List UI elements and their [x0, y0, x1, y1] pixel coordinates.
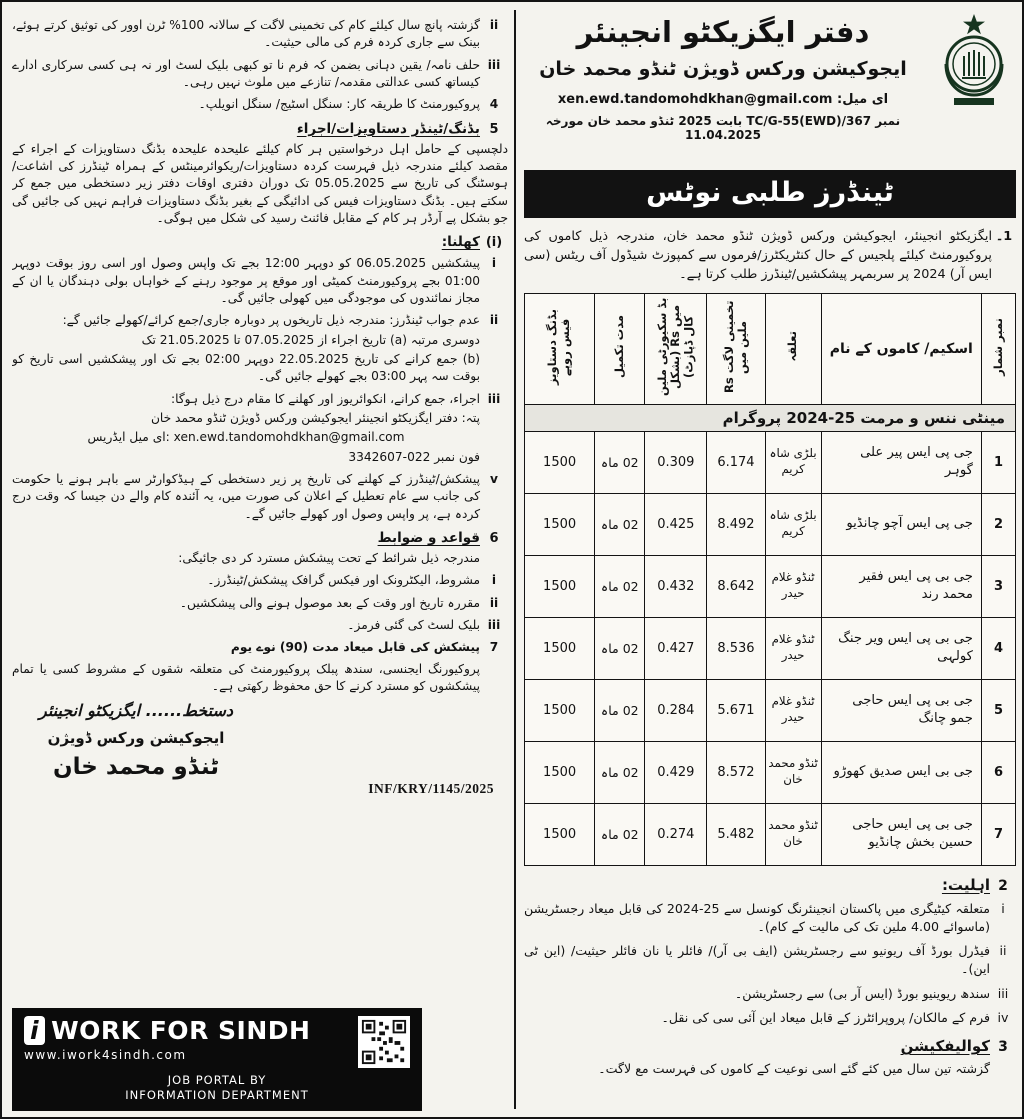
section-number: 6	[489, 530, 499, 546]
rule-item	[12, 572, 508, 589]
item-number: iii	[487, 617, 501, 632]
tender-notice-banner: ٹینڈرز طلبی نوٹس	[524, 170, 1016, 218]
qualification-title: کوالیفکیشن	[900, 1037, 990, 1056]
division-title: ایجوکیشن ورکس ڈویژن ٹنڈو محمد خان	[539, 58, 907, 81]
item-text: پیشکش/ٹینڈرز کے کھلنے کی تاریخ پر زیر دستخطی کے ہیڈکوارٹر سے باہر ہونے یا حکومت کی جانب سے عام تعطیل کے اعلان کی صورت میں، یہ آئندہ کام والے دن جیسا کہ وقت درج کردہ ہے، پر واپس وصول اور کھولے جائیں گے۔	[12, 471, 480, 521]
item-text	[12, 312, 480, 385]
table-header-row	[525, 293, 1016, 404]
item-number: 7	[489, 640, 499, 655]
cell-document-fee: 1500	[525, 431, 595, 493]
intro-serial: 1۔	[995, 229, 1013, 244]
table-row	[525, 555, 1016, 617]
cell-taluka: بلڑی شاہ کریم	[765, 431, 821, 493]
table-row	[525, 803, 1016, 865]
qualification-heading	[524, 1037, 1016, 1055]
cell-bid-security: 0.427	[645, 617, 707, 679]
opening-item	[12, 312, 508, 385]
disclaimer-paragraph: پروکیورنگ ایجنسی، سندھ پبلک پروکیورمنٹ کی متعلقہ شقوں کے مشروط کسی یا تمام پیشکشوں کو مسترد کرنے کا حق محفوظ رکھتی ہے۔	[12, 661, 480, 693]
qualification-text: گزشتہ تین سال میں کئے گئے اسی نوعیت کے کاموں کی فہرست مع لاگت۔	[598, 1061, 990, 1077]
eligibility-item	[524, 985, 1016, 1003]
cell-completion-period: 02 ماہ	[595, 803, 645, 865]
cell-scheme-name: جی بی پی ایس فقیر محمد رند	[821, 555, 981, 617]
col-header-estimated-cost: تخمینی لاگت Rs ملین میں	[707, 293, 765, 404]
item-line: اجراء، جمع کرانے، انکوائریوز اور کھلنے کا مقام درج ذیل ہوگا:	[171, 391, 480, 406]
notice-header	[524, 10, 1016, 162]
signature-block	[16, 701, 256, 780]
portal-url: www.iwork4sindh.com	[24, 1047, 187, 1062]
cell-serial: 1	[981, 431, 1015, 493]
cell-document-fee: 1500	[525, 741, 595, 803]
column-divider	[514, 10, 516, 1109]
term-item	[12, 17, 508, 52]
cell-estimated-cost: 8.642	[707, 555, 765, 617]
email-label: ای میل:	[837, 92, 889, 108]
cell-completion-period: 02 ماہ	[595, 679, 645, 741]
intro-paragraph	[524, 227, 1016, 285]
cell-scheme-name: جی بی پی ایس ویر جنگ کولہی	[821, 617, 981, 679]
item-text: فیڈرل بورڈ آف ریونیو سے رجسٹریشن (ایف بی آر)/ فائلر یا نان فائلر حیثیت/ (این ٹی این)۔	[524, 943, 990, 977]
qualification-number: 3	[998, 1039, 1008, 1056]
office-title: دفتر ایگزیکٹو انجینئر	[576, 15, 870, 49]
section-title: کھلنا:	[441, 234, 480, 251]
col-header-serial: نمبر شمار	[981, 293, 1015, 404]
phone-number: فون نمبر 022-3342607	[348, 449, 480, 464]
main-notice-column	[524, 10, 1016, 1113]
opening-item	[12, 391, 508, 466]
item-text: متعلقہ کیٹیگری میں پاکستان انجینئرنگ کونسل سے 25-2024 کی قابل میعاد رجسٹریشن (ماسوائے 4.00 ملین تک کی مالیت کے کام)۔	[524, 900, 990, 934]
banner-title-text: WORK FOR SINDH	[51, 1015, 311, 1045]
portal-byline-2: INFORMATION DEPARTMENT	[125, 1088, 309, 1103]
cell-completion-period: 02 ماہ	[595, 555, 645, 617]
rules-heading	[12, 530, 508, 546]
item-number: iv	[997, 1009, 1009, 1025]
cell-taluka: ٹنڈو غلام حیدر	[765, 617, 821, 679]
col-header-completion-period: مدت تکمیل	[595, 293, 645, 404]
iworkforsindh-logo-icon: i	[24, 1016, 45, 1045]
term-item	[12, 57, 508, 92]
opening-item	[12, 471, 508, 523]
work-for-sindh-banner	[12, 1008, 422, 1111]
item-number: i	[1001, 900, 1005, 916]
item-number: ii	[999, 943, 1007, 959]
item-text	[12, 391, 480, 466]
item-number: ii	[489, 18, 499, 32]
tender-schedule-table	[524, 293, 1016, 866]
cell-scheme-name: جی بی پی ایس حاجی حسین بخش چانڈیو	[821, 803, 981, 865]
cell-estimated-cost: 5.671	[707, 679, 765, 741]
email-address: ای میل ایڈریس: xen.ewd.tandomohdkhan@gmail.com	[87, 430, 405, 445]
cell-document-fee: 1500	[525, 493, 595, 555]
cell-serial: 4	[981, 617, 1015, 679]
cell-bid-security: 0.309	[645, 431, 707, 493]
inf-reference-number: INF/KRY/1145/2025	[368, 781, 494, 797]
cell-completion-period: 02 ماہ	[595, 431, 645, 493]
item-text: فرم کے مالکان/ پروپرائٹرز کے قابل میعاد این آئی سی کی نقل۔	[661, 1009, 990, 1025]
cell-completion-period: 02 ماہ	[595, 493, 645, 555]
item-line: دوسری مرتبہ (a) تاریخ اجراء از 07.05.2025 تا 21.05.2025 تک	[141, 332, 480, 347]
signature-area	[12, 701, 508, 829]
signatory-division: ایجوکیشن ورکس ڈویژن	[47, 729, 225, 748]
cell-taluka: ٹنڈو محمد خان	[765, 741, 821, 803]
terms-column	[12, 12, 508, 1112]
col-header-taluka: تعلقہ	[765, 293, 821, 404]
cell-bid-security: 0.432	[645, 555, 707, 617]
item-text: پیشکشیں 06.05.2025 کو دوپہر 12:00 بجے تک واپس وصول اور اسی روز بوقت دوپہر 01:00 بجے پروکیورمنٹ کمیٹی اور موقع پر موجود رہنے کے خواہاں بولی دہندگان یا ان کے مجاز نمائندوں کی موجودگی میں کھولی جائیں گی۔	[12, 256, 480, 305]
item-number: i	[491, 256, 497, 271]
table-row	[525, 741, 1016, 803]
portal-byline-1: JOB PORTAL BY	[167, 1072, 267, 1087]
item-text: مشروط، الیکٹرونک اور فیکس گرافک پیشکش/ٹینڈرز۔	[207, 573, 480, 588]
email-line	[524, 92, 922, 107]
item-number: iii	[997, 985, 1009, 1001]
item-text: پیشکش کی قابل میعاد مدت (90) نوے یوم	[230, 640, 480, 655]
cell-serial: 7	[981, 803, 1015, 865]
cell-estimated-cost: 8.492	[707, 493, 765, 555]
bidding-documents-paragraph: دلچسپی کے حامل اہل درخواستیں ہر کام کیلئے علیحدہ علیحدہ بڈنگ دستاویزات کے اجراء کے مقصد کیلئے مندرجہ ذیل فہرست کردہ دستاویزات/ریکوائرمینٹس کے ہمراہ ٹینڈرز کی اشاعت/ ہوسٹنگ کی تاریخ سے 05.05.2025 تک دوران دفتری اوقات دفتر زیر دستخطی میں جمع کر سکتے ہیں۔ بڈنگ دستاویزات فیس کی ادائیگی کے بغیر بڈنگ دستاویزات فراہم نہیں کی جائیں گی جو بشکل پے آرڈر ہر کام کے مقابل فائنٹ رسید کی شکل میں ہوگی۔	[12, 141, 508, 225]
banner-title	[24, 1016, 350, 1045]
opening-item	[12, 255, 508, 307]
rules-subtitle: مندرجہ ذیل شرائط کے تحت پیشکش مسترد کر دی جائیگی:	[178, 550, 480, 565]
cell-serial: 6	[981, 741, 1015, 803]
eligibility-number: 2	[998, 877, 1008, 894]
table-row	[525, 617, 1016, 679]
email-address: xen.ewd.tandomohdkhan@gmail.com	[557, 92, 833, 108]
cell-taluka: ٹنڈو غلام حیدر	[765, 555, 821, 617]
item-number: ii	[489, 595, 499, 610]
cell-bid-security: 0.284	[645, 679, 707, 741]
item-number: iii	[487, 391, 501, 406]
item-text: سندھ ریوینیو بورڈ (ایس آر بی) سے رجسٹریشن۔	[734, 985, 990, 1001]
cell-serial: 3	[981, 555, 1015, 617]
col-header-document-fee: بڈنگ دستاویز فیس روپے	[525, 293, 595, 404]
eligibility-title: اہلیت:	[941, 875, 990, 894]
signatory-location: ٹنڈو محمد خان	[53, 754, 219, 781]
item-number: v	[490, 471, 498, 486]
table-row	[525, 679, 1016, 741]
cell-taluka: ٹنڈو محمد خان	[765, 803, 821, 865]
cell-estimated-cost: 8.572	[707, 741, 765, 803]
term-item	[12, 96, 508, 113]
item-number: ii	[489, 313, 499, 328]
reference-number-line: نمبر TC/G-55(EWD)/367 بابت 2025 ٹنڈو محمد خان مورخہ 11.04.2025	[545, 114, 901, 143]
opening-heading	[12, 234, 508, 250]
program-section-row	[525, 404, 1016, 431]
item-text: گزشتہ پانچ سال کیلئے کام کی تخمینی لاگت کے سالانہ 100% ٹرن اوور کی توثیق کرتے ہوئے، بینک سے جاری کردہ فرم کی مالی حیثیت۔	[12, 18, 480, 50]
cell-scheme-name: جی بی پی ایس حاجی جمو چانگ	[821, 679, 981, 741]
cell-bid-security: 0.425	[645, 493, 707, 555]
program-section-title: مینٹی ننس و مرمت 25-2024 پروگرام	[525, 404, 1016, 431]
item-number: iii	[487, 57, 501, 72]
cell-document-fee: 1500	[525, 555, 595, 617]
item-number: 4	[489, 97, 499, 112]
cell-bid-security: 0.429	[645, 741, 707, 803]
cell-scheme-name: جی پی ایس آچو چانڈیو	[821, 493, 981, 555]
cell-document-fee: 1500	[525, 679, 595, 741]
cell-estimated-cost: 5.482	[707, 803, 765, 865]
col-header-scheme-name: اسکیم/ کاموں کے نام	[821, 293, 981, 404]
eligibility-heading	[524, 876, 1016, 894]
cell-taluka: ٹنڈو غلام حیدر	[765, 679, 821, 741]
item-text: پروکیورمنٹ کا طریقہ کار: سنگل اسٹیج/ سنگل انویلپ۔	[198, 97, 480, 112]
validity-item	[12, 639, 508, 656]
qr-code	[358, 1016, 410, 1068]
cell-taluka: بلڑی شاہ کریم	[765, 493, 821, 555]
office-address: پتہ: دفتر ایگزیکٹو انجینئر ایجوکیشن ورکس ڈویژن ٹنڈو محمد خان	[150, 410, 480, 425]
cell-completion-period: 02 ماہ	[595, 617, 645, 679]
table-row	[525, 493, 1016, 555]
eligibility-item	[524, 1009, 1016, 1027]
section-title: قواعد و ضوابط	[377, 529, 480, 546]
section-title: بڈنگ/ٹینڈر دستاویزات/اجراء	[296, 120, 480, 137]
section-number: (i)	[485, 235, 503, 251]
bidding-documents-heading	[12, 121, 508, 137]
cell-serial: 5	[981, 679, 1015, 741]
cell-scheme-name: جی پی ایس پیر علی گوہر	[821, 431, 981, 493]
cell-estimated-cost: 6.174	[707, 431, 765, 493]
cell-serial: 2	[981, 493, 1015, 555]
cell-estimated-cost: 8.536	[707, 617, 765, 679]
eligibility-item	[524, 900, 1016, 937]
eligibility-item	[524, 942, 1016, 979]
cell-scheme-name: جی بی ایس صدیق کھوڑو	[821, 741, 981, 803]
cell-bid-security: 0.274	[645, 803, 707, 865]
rule-item	[12, 617, 508, 634]
col-header-bid-security: بڈ سکیورٹی ملین میں Rs (بشکل کال ڈپازٹ)	[645, 293, 707, 404]
table-row	[525, 431, 1016, 493]
item-text: حلف نامہ/ یقین دہانی بضمن کہ فرم نا تو کبھی بلیک لسٹ اور نہ ہی کسی سرکاری ادارے کیساتھ کسی عدالتی مقدمہ/ تنازعے میں ملوث نہیں رہی۔	[12, 57, 480, 89]
item-line: (b) جمع کرانے کی تاریخ 22.05.2025 دوپہر 02:00 بجے تک اور پیشکشیں اسی تاریخ کو بوقت سہ پہر 03:00 بجے کھولے جائیں گی۔	[12, 351, 480, 384]
item-number: i	[491, 573, 497, 588]
cell-completion-period: 02 ماہ	[595, 741, 645, 803]
section-number: 5	[489, 121, 499, 137]
intro-text: ایگزیکٹو انجینئر، ایجوکیشن ورکس ڈویژن ٹنڈو محمد خان، مندرجہ ذیل کاموں کی پروکیورمنٹ کیلئے پلجیس کے حال کنٹریکٹرز/فرموں سے کمپوزٹ شیڈول آف ریٹس (سی ایس آر) 2024 پر سربمہر پیشکشیں/ٹینڈرز طلب کرتا ہے۔	[524, 229, 992, 283]
cell-document-fee: 1500	[525, 803, 595, 865]
rule-item	[12, 595, 508, 612]
item-text: بلیک لسٹ کی گئی فرمز۔	[347, 617, 480, 632]
signature-line: دستخط...... ایگزیکٹو انجینئر	[39, 701, 233, 721]
sindh-government-emblem-icon	[934, 12, 1014, 108]
item-line: عدم جواب ٹینڈرز: مندرجہ ذیل تاریخوں پر دوبارہ جاری/جمع کرائے/کھولے جائیں گے:	[62, 313, 480, 328]
item-text: مقررہ تاریخ اور وقت کے بعد موصول ہونے والی پیشکشیں۔	[179, 595, 480, 610]
cell-document-fee: 1500	[525, 617, 595, 679]
